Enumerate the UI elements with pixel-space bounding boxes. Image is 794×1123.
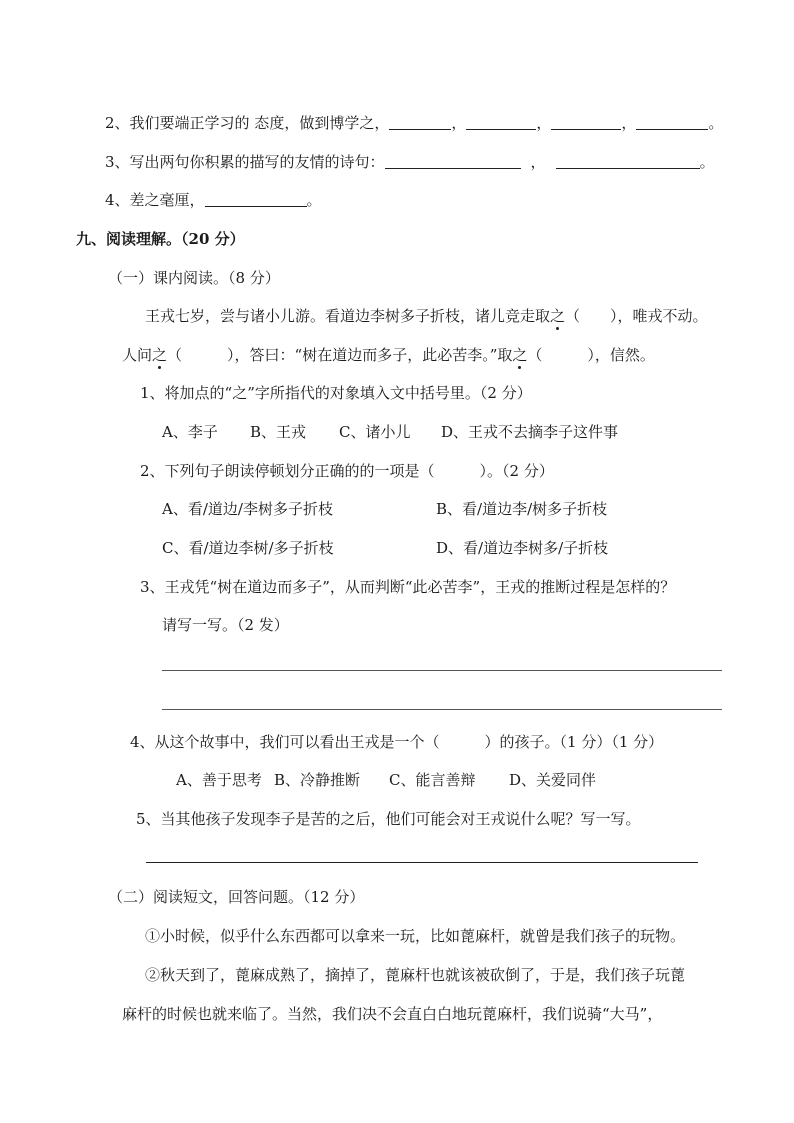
dotted-zhi: 之: [512, 346, 528, 364]
option-b[interactable]: B、王戎: [250, 423, 307, 441]
passage-line-1: 王戎七岁，尝与诸小儿游。看道边李树多子折枝，诸儿竞走取之（ ），唯戎不动。: [145, 307, 708, 325]
reading-question-3: 3、王戎凭“树在道边而多子”，从而判断“此必苦李”，王戎的推断过程是怎样的？: [140, 578, 676, 596]
question-3: 3、写出两句你积累的描写的友情的诗句： ， 。: [105, 153, 715, 171]
paragraph-2-line-1: ②秋天到了，蓖麻成熟了，摘掉了，蓖麻杆也就该被砍倒了，于是，我们孩子玩蓖: [145, 966, 686, 984]
question-3-text: 3、写出两句你积累的描写的友情的诗句：: [105, 153, 385, 171]
option-a[interactable]: A、李子: [162, 423, 218, 441]
answer-blank[interactable]: [551, 113, 621, 130]
answer-line[interactable]: [162, 670, 722, 671]
question-4: 4、差之毫厘， 。: [105, 191, 322, 209]
option-a[interactable]: A、看/道边/李树多子折枝: [162, 500, 333, 518]
answer-blank[interactable]: [385, 152, 521, 169]
answer-blank[interactable]: [389, 113, 451, 130]
answer-line[interactable]: [162, 709, 722, 710]
paragraph-2-line-2: 麻杆的时候也就来临了。当然，我们决不会直白白地玩蓖麻杆，我们说骑“大马”，: [122, 1005, 663, 1023]
reading-question-4: 4、从这个故事中，我们可以看出王戎是一个（ ）的孩子。（1 分）（1 分）: [130, 733, 664, 751]
question-4-text: 4、差之毫厘，: [105, 191, 205, 209]
part-2-heading: （二）阅读短文，回答问题。（12 分）: [108, 888, 365, 906]
answer-blank[interactable]: [205, 190, 307, 207]
answer-line[interactable]: [146, 862, 698, 863]
option-b[interactable]: B、看/道边李/树多子折枝: [436, 500, 608, 518]
answer-blank[interactable]: [556, 152, 700, 169]
question-2-text: 2、我们要端正学习的 态度，做到博学之，: [105, 114, 390, 132]
reading-question-1: 1、将加点的“之”字所指代的对象填入文中括号里。（2 分）: [140, 384, 532, 402]
paragraph-1: ①小时候，似乎什么东西都可以拿来一玩，比如蓖麻杆，就曾是我们孩子的玩物。: [145, 927, 686, 945]
option-b[interactable]: B、冷静推断: [274, 771, 361, 789]
option-c[interactable]: C、能言善辩: [389, 771, 476, 789]
passage-line-2: 人问之（ ），答曰：“树在道边而多子，此必苦李。”取之（ ），信然。: [122, 346, 655, 364]
part-1-heading: （一）课内阅读。（8 分）: [108, 269, 280, 287]
option-a[interactable]: A、善于思考: [176, 771, 262, 789]
answer-blank[interactable]: [636, 113, 708, 130]
dotted-zhi: 之: [550, 307, 566, 325]
option-d[interactable]: D、关爱同伴: [509, 771, 597, 789]
section-title: 九、阅读理解。（20 分）: [76, 230, 245, 248]
option-d[interactable]: D、看/道边李树多/子折枝: [436, 539, 609, 557]
option-c[interactable]: C、诸小儿: [339, 423, 411, 441]
reading-question-3-sub: 请写一写。（2 发）: [162, 616, 289, 634]
option-d[interactable]: D、王戎不去摘李子这件事: [441, 423, 619, 441]
question-2: 2、我们要端正学习的 态度，做到博学之， ， ， ， 。: [105, 114, 724, 132]
dotted-zhi: 之: [152, 346, 168, 364]
reading-question-5: 5、当其他孩子发现李子是苦的之后，他们可能会对王戎说什么呢？写一写。: [136, 810, 641, 828]
answer-blank[interactable]: [466, 113, 536, 130]
reading-question-2: 2、下列句子朗读停顿划分正确的的一项是（ ）。（2 分）: [140, 462, 554, 480]
option-c[interactable]: C、看/道边李树/多子折枝: [162, 539, 334, 557]
